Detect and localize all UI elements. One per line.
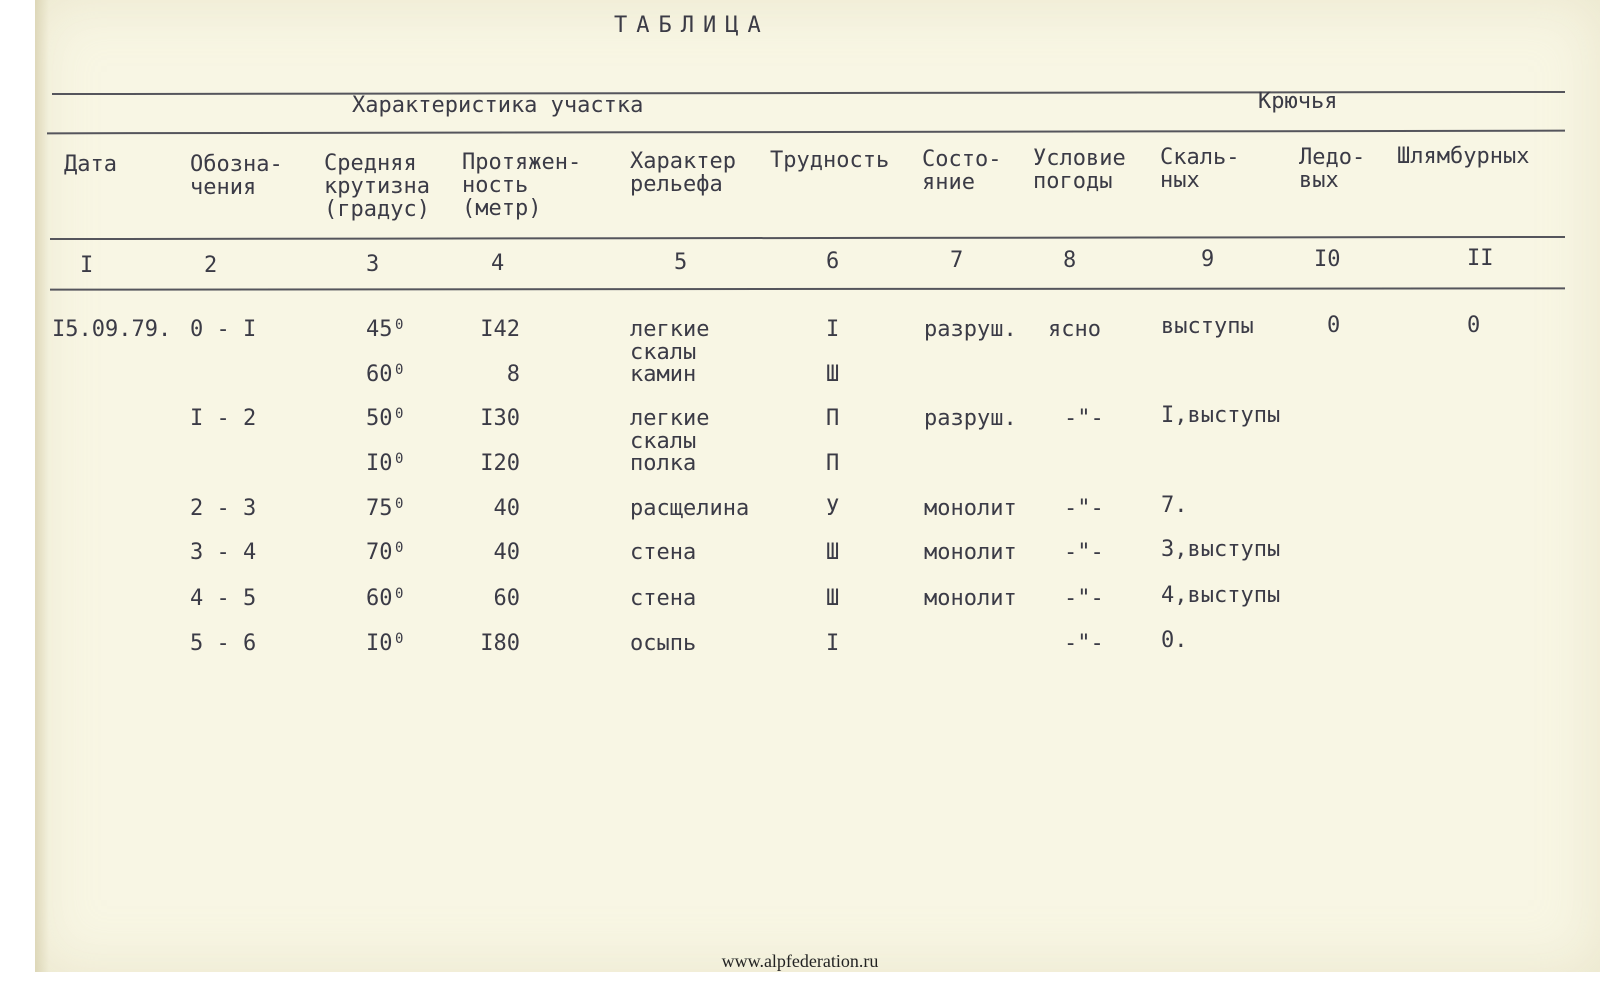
cell-section: 0 - I: [190, 317, 257, 342]
cell-steepness: 70: [366, 540, 393, 565]
cell-weather: -"-: [1064, 406, 1104, 431]
cell-length: I20: [480, 451, 520, 476]
table-title: ТАБЛИЦА: [614, 13, 770, 38]
col-number: 5: [674, 250, 688, 275]
cell-section: I - 2: [190, 406, 257, 431]
cell-relief: осыпь: [630, 631, 697, 656]
cell-condition: разруш.: [924, 406, 1017, 431]
col-number: 6: [826, 249, 840, 274]
cell-relief: стена: [630, 540, 697, 565]
col-header-steepness: Средняя крутизна (градус): [324, 151, 430, 222]
degree-mark: 0: [395, 540, 404, 556]
col-header-difficulty: Трудность: [770, 148, 890, 173]
section-characteristics-header: Характеристика участка: [352, 93, 644, 118]
cell-length: I42: [480, 317, 520, 342]
cell-relief: камин: [630, 362, 697, 387]
cell-rock-pitons: 3,выступы: [1161, 537, 1281, 562]
cell-difficulty: П: [826, 406, 840, 431]
cell-ice-pitons: 0: [1327, 313, 1341, 338]
col-header-ice-pitons: Ледо- вых: [1299, 145, 1366, 193]
col-number: II: [1467, 246, 1494, 271]
cell-weather: -"-: [1064, 540, 1104, 565]
cell-relief: легкие скалы: [630, 317, 710, 365]
cell-length: 60: [493, 586, 520, 611]
cell-length: I80: [480, 631, 520, 656]
cell-difficulty: I: [826, 317, 840, 342]
cell-steepness: I0: [366, 631, 393, 656]
col-header-rock-pitons: Скаль- ных: [1160, 145, 1240, 193]
col-header-date: Дата: [64, 152, 117, 177]
cell-weather: -"-: [1064, 586, 1104, 611]
cell-date: I5.09.79.: [52, 317, 172, 342]
cell-relief: полка: [630, 451, 697, 476]
cell-difficulty: У: [826, 496, 840, 521]
col-header-length: Протяжен- ность (метр): [462, 150, 582, 221]
cell-length: 40: [493, 540, 520, 565]
cell-difficulty: П: [826, 451, 840, 476]
cell-section: 5 - 6: [190, 631, 257, 656]
cell-condition: монолит: [924, 496, 1017, 521]
cell-length: 40: [493, 496, 520, 521]
degree-mark: 0: [395, 362, 404, 378]
cell-rock-pitons: 0.: [1161, 628, 1188, 653]
col-number: 7: [950, 248, 964, 273]
cell-length: I30: [480, 406, 520, 431]
cell-section: 3 - 4: [190, 540, 257, 565]
col-number: 2: [204, 253, 218, 278]
degree-mark: 0: [395, 451, 404, 467]
cell-steepness: 60: [366, 586, 393, 611]
degree-mark: 0: [395, 317, 404, 333]
col-number: 4: [491, 251, 505, 276]
col-header-relief: Характер рельефа: [630, 149, 736, 197]
cell-section: 4 - 5: [190, 586, 257, 611]
cell-relief: легкие скалы: [630, 406, 710, 454]
cell-steepness: I0: [366, 451, 393, 476]
col-number: I: [80, 253, 94, 278]
cell-relief: расщелина: [630, 496, 750, 521]
col-header-section: Обозна- чения: [190, 152, 283, 200]
cell-difficulty: I: [826, 631, 840, 656]
cell-rock-pitons: 4,выступы: [1161, 583, 1281, 608]
cell-steepness: 50: [366, 406, 393, 431]
cell-weather: -"-: [1064, 496, 1104, 521]
cell-condition: разруш.: [924, 317, 1017, 342]
col-number: 8: [1063, 248, 1077, 273]
cell-length: 8: [506, 362, 520, 387]
cell-section: 2 - 3: [190, 496, 257, 521]
cell-difficulty: Ш: [826, 586, 840, 611]
cell-rock-pitons: I,выступы: [1161, 403, 1281, 428]
cell-weather: ясно: [1048, 317, 1101, 342]
cell-rock-pitons: 7.: [1161, 493, 1188, 518]
watermark: www.alpfederation.ru: [721, 951, 879, 971]
degree-mark: 0: [395, 496, 404, 512]
cell-condition: монолит: [924, 540, 1017, 565]
pitons-header: Крючья: [1258, 89, 1338, 114]
cell-weather: -"-: [1064, 631, 1104, 656]
cell-bolts: 0: [1467, 313, 1481, 338]
cell-condition: монолит: [924, 586, 1017, 611]
col-header-weather: Условие погоды: [1033, 146, 1126, 194]
cell-relief: стена: [630, 586, 697, 611]
cell-difficulty: Ш: [826, 540, 840, 565]
cell-difficulty: Ш: [826, 362, 840, 387]
col-number: 9: [1201, 247, 1215, 272]
degree-mark: 0: [395, 631, 404, 647]
col-header-bolts: Шлямбурных: [1397, 144, 1530, 169]
cell-steepness: 45: [366, 317, 393, 342]
cell-steepness: 75: [366, 496, 393, 521]
degree-mark: 0: [395, 586, 404, 602]
cell-rock-pitons: выступы: [1161, 314, 1254, 339]
col-number: I0: [1314, 247, 1341, 272]
col-header-condition: Состо- яние: [922, 147, 1002, 195]
cell-steepness: 60: [366, 362, 393, 387]
document-page: [35, 0, 1600, 972]
col-number: 3: [366, 252, 380, 277]
degree-mark: 0: [395, 406, 404, 422]
